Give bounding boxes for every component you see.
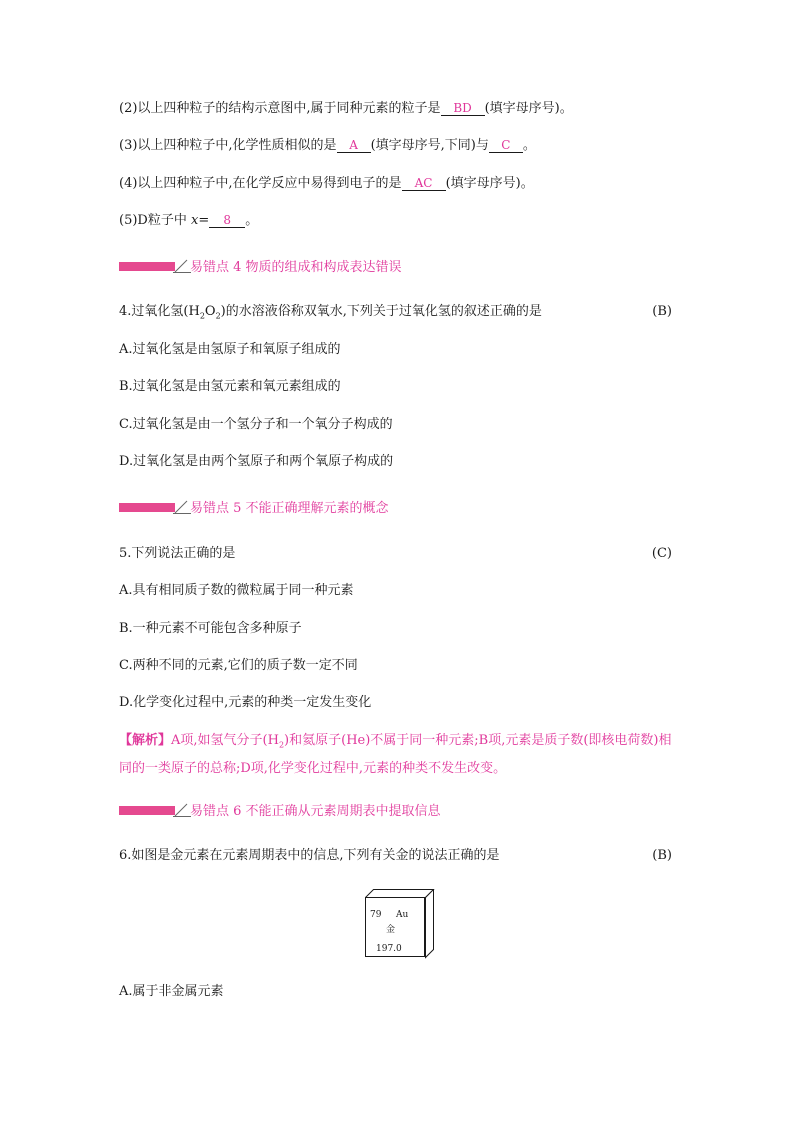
q4-subscript: 2 xyxy=(215,311,221,321)
banner-slash-icon xyxy=(173,259,191,275)
section-title: 易错点 5 不能正确理解元素的概念 xyxy=(190,501,389,516)
q3-part2-text: (2)以上四种粒子的结构示意图中,属于同种元素的粒子是 xyxy=(119,101,441,116)
q5-analysis xyxy=(119,729,675,780)
analysis-tag: 【解析】 xyxy=(119,733,172,748)
q3-part3-text: (3)以上四种粒子中,化学性质相似的是 xyxy=(119,138,337,153)
q3-part5 xyxy=(119,212,258,230)
q5-option: A.具有相同质子数的微粒属于同一种元素 xyxy=(119,583,354,598)
q4-subscript: 2 xyxy=(199,311,205,321)
q4-option: B.过氧化氢是由氢元素和氧元素组成的 xyxy=(119,379,341,394)
q3-part4-blank: AC xyxy=(402,176,446,191)
q3-part3-blank1: A xyxy=(337,138,371,153)
q4-stem-text: O xyxy=(204,304,216,319)
analysis-text: A项,如氢气分子(H xyxy=(171,733,279,748)
section-title: 易错点 4 物质的组成和构成表达错误 xyxy=(190,260,402,275)
banner-bar xyxy=(119,806,175,815)
q4-answer: (B) xyxy=(652,304,672,319)
tile-atomic-mass: 197.0 xyxy=(376,944,402,954)
q4-option: C.过氧化氢是由一个氢分子和一个氧分子构成的 xyxy=(119,417,393,432)
q6-option: A.属于非金属元素 xyxy=(119,984,224,999)
analysis-text: )和氦原子(He)不属于同一种元素;B项,元素是质子数(即核电荷数)相同的一类原子的总称;D项,化学变化过程中,元素的种类不发生改变。 xyxy=(119,733,672,776)
tile-symbol: Au xyxy=(396,910,409,920)
q3-part4-after: (填字母序号)。 xyxy=(445,176,534,191)
q3-part3-after: 。 xyxy=(522,138,536,153)
tile-face xyxy=(365,897,425,957)
q5-option: C.两种不同的元素,它们的质子数一定不同 xyxy=(119,658,358,673)
q5-option: B.一种元素不可能包含多种原子 xyxy=(119,621,302,636)
banner-bar xyxy=(119,262,175,271)
q3-part5-eq: = xyxy=(198,213,210,228)
q3-part3-middle: (填字母序号,下同)与 xyxy=(370,138,489,153)
analysis-subscript: 2 xyxy=(278,740,285,750)
banner-bar xyxy=(119,503,175,512)
q3-part4-text: (4)以上四种粒子中,在化学反应中易得到电子的是 xyxy=(119,176,402,191)
q3-part2-after: (填字母序号)。 xyxy=(484,101,573,116)
q3-part5-var: x xyxy=(190,213,199,228)
q3-part4 xyxy=(119,175,534,193)
q3-part2 xyxy=(119,100,573,118)
q3-part2-blank: BD xyxy=(441,101,485,116)
banner-slash-icon xyxy=(173,803,191,819)
q4-option: A.过氧化氢是由氢原子和氧原子组成的 xyxy=(119,342,341,357)
q3-part5-blank: 8 xyxy=(209,213,245,228)
periodic-table-tile xyxy=(365,889,435,959)
tile-atomic-number: 79 xyxy=(370,910,382,920)
q6-stem: 6.如图是金元素在元素周期表中的信息,下列有关金的说法正确的是 xyxy=(119,848,500,863)
q3-part5-after: 。 xyxy=(245,213,259,228)
q4-option: D.过氧化氢是由两个氢原子和两个氧原子构成的 xyxy=(119,454,394,469)
q6-answer: (B) xyxy=(652,848,672,863)
q4-stem xyxy=(119,303,542,326)
q4-stem-text: )的水溶液俗称双氧水,下列关于过氧化氢的叙述正确的是 xyxy=(220,304,542,319)
tile-element-name: 金 xyxy=(386,925,396,935)
q3-part5-text: (5)D粒子中 xyxy=(119,213,191,228)
q5-stem: 5.下列说法正确的是 xyxy=(119,546,236,561)
banner-slash-icon xyxy=(173,500,191,516)
q5-option: D.化学变化过程中,元素的种类一定发生变化 xyxy=(119,695,372,710)
q4-stem-text: 4.过氧化氢(H xyxy=(119,304,200,319)
q3-part3 xyxy=(119,137,536,155)
section-title: 易错点 6 不能正确从元素周期表中提取信息 xyxy=(190,804,441,819)
q5-answer: (C) xyxy=(651,546,672,561)
q3-part3-blank2: C xyxy=(489,138,523,153)
